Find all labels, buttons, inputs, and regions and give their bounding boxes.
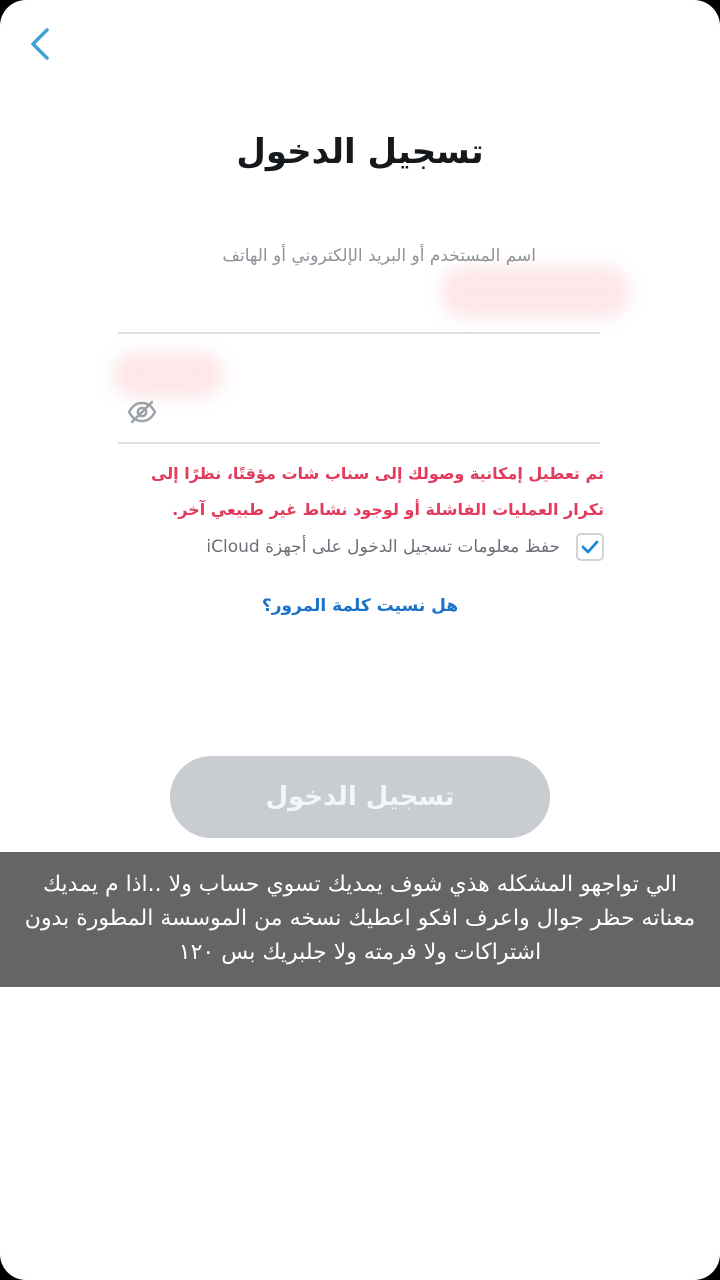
password-field[interactable]	[118, 346, 600, 444]
username-field[interactable]	[118, 236, 600, 334]
remember-login-checkbox[interactable]	[576, 533, 604, 561]
remember-login-label[interactable]: حفظ معلومات تسجيل الدخول على أجهزة iCloud	[206, 537, 560, 557]
eye-slash-icon	[127, 400, 157, 424]
caption-overlay: الي تواجهو المشكله هذي شوف يمديك تسوي حساب ولا ..اذا م يمديك معناته حظر جوال واعرف افكو اعطيك نسخه من الموسسة المطورة بدون اشتراكات ولا فرمته ولا جلبريك بس ١٢٠	[0, 852, 720, 987]
show-password-toggle[interactable]	[122, 392, 162, 432]
back-button[interactable]	[18, 22, 62, 66]
password-input[interactable]	[168, 398, 600, 436]
username-label: اسم المستخدم أو البريد الإلكتروني أو الهاتف	[222, 246, 536, 266]
chevron-left-icon	[27, 26, 53, 62]
username-input[interactable]	[118, 288, 600, 326]
checkmark-icon	[581, 539, 599, 555]
login-button[interactable]: تسجيل الدخول	[170, 756, 550, 838]
error-message: تم تعطيل إمكانية وصولك إلى سناب شات مؤقتًا، نظرًا إلى تكرار العمليات الفاشلة أو لوجود نشاط غير طبيعي آخر.	[150, 464, 604, 519]
page-title: تسجيل الدخول	[236, 132, 484, 172]
forgot-password-link[interactable]: هل نسيت كلمة المرور؟	[261, 596, 459, 616]
remember-login-row[interactable]	[118, 530, 604, 564]
